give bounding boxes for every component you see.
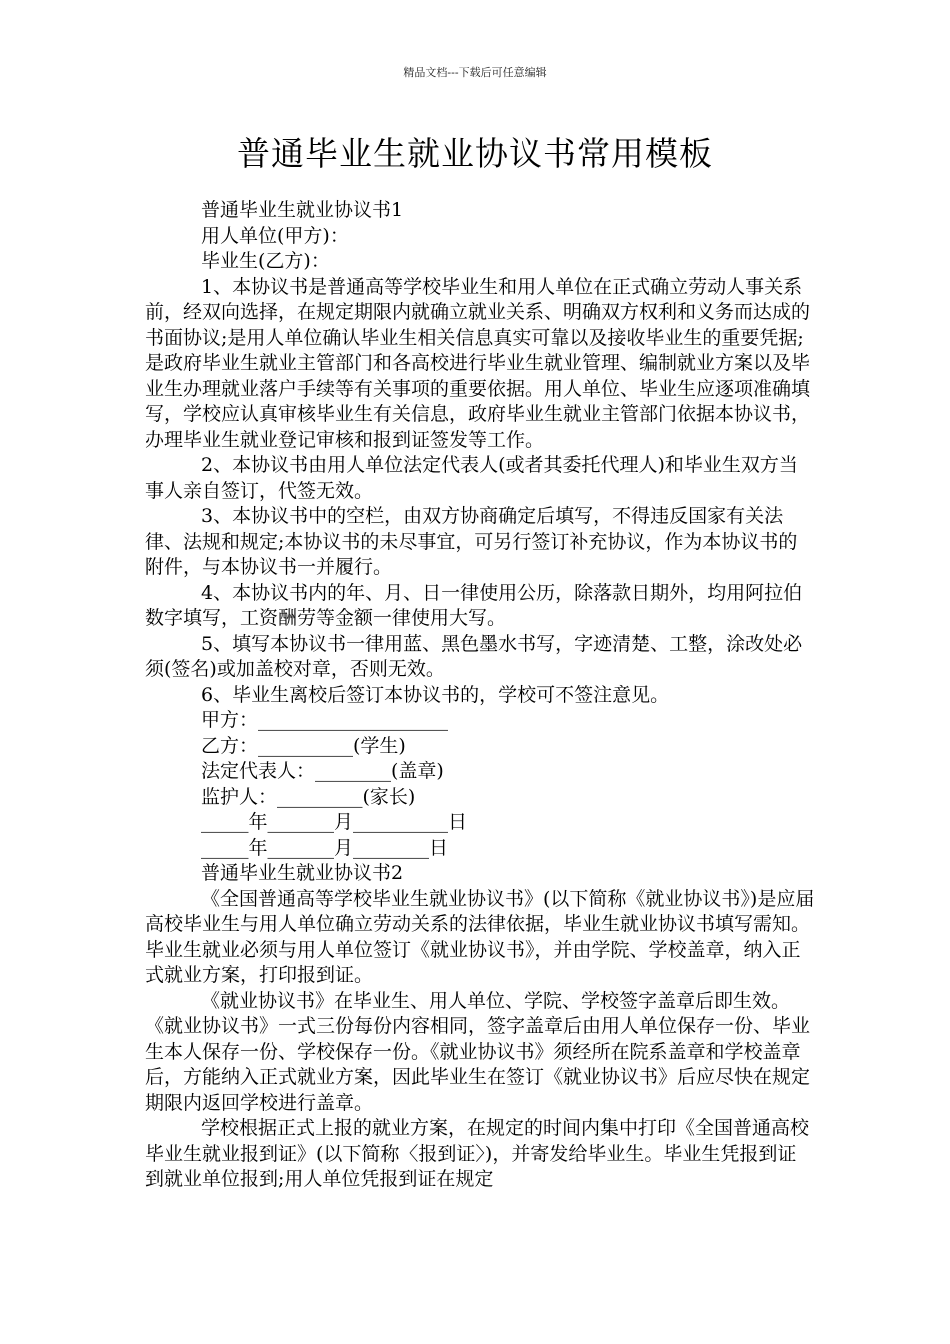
paragraph: 6、毕业生离校后签订本协议书的，学校可不签注意见。 [201,683,670,706]
section-heading: 普通毕业生就业协议书2 [201,862,404,884]
document-title: 普通毕业生就业协议书常用模板 [237,134,713,173]
signature-line-party-b: 乙方：__________(学生) [201,734,406,757]
paragraph: 3、本协议书中的空栏，由双方协商确定后填写，不得违反国家有关法律、法规和规定;本协议书的未尽事宜，可另行签订补充协议，作为本协议书的附件，与本协议书一并履行。 [145,505,798,578]
signature-line-legal-rep: 法定代表人：________(盖章) [201,760,444,782]
paragraph: 《全国普通高等学校毕业生就业协议书》(以下简称《就业协议书》)是应届高校毕业生与用人单位确立劳动关系的法律依据，毕业生就业协议书填写需知。毕业生就业必须与用人单位签订《就业协议书》，并由学院、学校盖章，纳入正式就业方案，打印报到证。 [145,887,815,986]
paragraph: 4、本协议书内的年、月、日一律使用公历，除落款日期外，均用阿拉伯数字填写，工资酬劳等金额一律使用大写。 [145,581,803,629]
paragraph: 5、填写本协议书一律用蓝、黑色墨水书写，字迹清楚、工整，涂改处必须(签名)或加盖校对章，否则无效。 [145,632,803,680]
header-note: 精品文档---下载后可任意编辑 [403,66,547,79]
signature-line-party-a: 甲方：____________________ [201,709,449,731]
paragraph: 1、本协议书是普通高等学校毕业生和用人单位在正式确立劳动人事关系前，经双向选择，在规定期限内就确立就业关系、明确双方权利和义务而达成的书面协议;是用人单位确认毕业生相关信息真实可靠以及接收毕业生的重要凭据;是政府毕业生就业主管部门和各高校进行毕业生就业管理、编制就业方案以及毕业生办理就业落户手续等有关事项的重要依据。用人单位、毕业生应逐项准确填写，学校应认真审核毕业生有关信息，政府毕业生就业主管部门依据本协议书，办理毕业生就业登记审核和报到证签发等工作。 [145,275,811,451]
section-heading: 普通毕业生就业协议书1 [201,199,404,221]
paragraph: 学校根据正式上报的就业方案，在规定的时间内集中打印《全国普通高校毕业生就业报到证》(以下简称〈报到证〉)，并寄发给毕业生。毕业生凭报到证到就业单位报到;用人单位凭报到证在规定 [145,1117,810,1190]
paragraph: 《就业协议书》在毕业生、用人单位、学院、学校签字盖章后即生效。《就业协议书》一式三份每份内容相同，签字盖章后由用人单位保存一份、毕业生本人保存一份、学校保存一份。《就业协议书》须经所在院系盖章和学校盖章后，方能纳入正式就业方案，因此毕业生在签订《就业协议书》后应尽快在规定期限内返回学校进行盖章。 [145,989,811,1114]
party-b-line: 毕业生(乙方)： [201,250,330,272]
party-a-line: 用人单位(甲方)： [201,224,349,247]
date-line: _____年_______月__________日 [201,811,468,833]
document-body [145,198,815,1193]
paragraph: 2、本协议书由用人单位法定代表人(或者其委托代理人)和毕业生双方当事人亲自签订，代签无效。 [145,454,798,502]
date-line: _____年_______月________日 [201,836,449,859]
signature-line-guardian: 监护人：_________(家长) [201,785,416,808]
